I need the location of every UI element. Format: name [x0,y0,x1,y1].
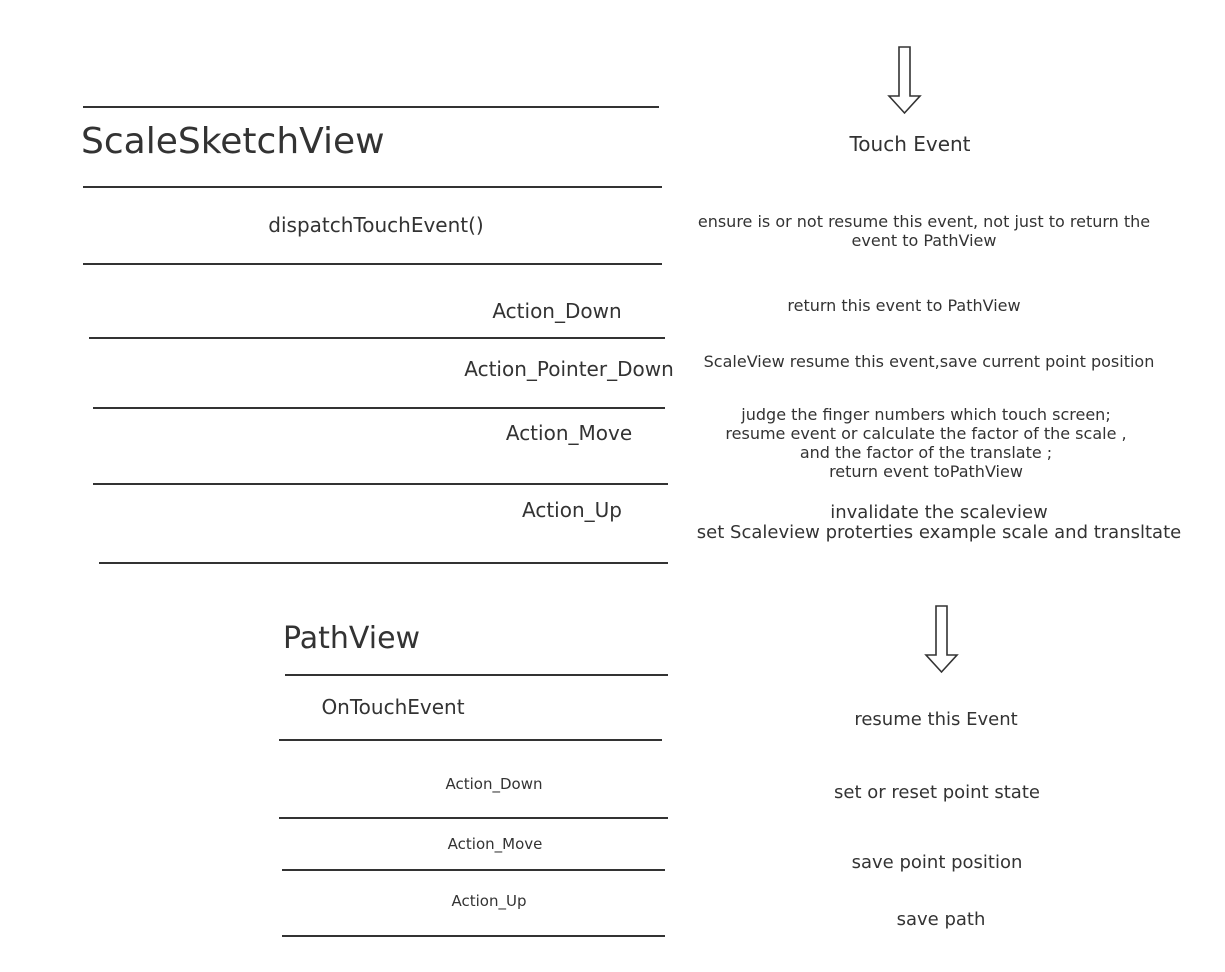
action-pointer-down-note: ScaleView resume this event,save current point position [703,352,1155,371]
divider-line [282,869,665,871]
divider-line [279,817,668,819]
divider-line [89,337,665,339]
divider-line [83,106,659,108]
ssv-action-down-label: Action_Down [492,299,622,323]
ssv-action-pointer-down-label: Action_Pointer_Down [464,357,674,381]
divider-line [93,407,665,409]
pv-action-down-note: set or reset point state [834,782,1040,803]
divider-line [279,739,662,741]
divider-line [83,186,662,188]
divider-line [285,674,668,676]
divider-line [282,935,665,937]
down-arrow-icon [925,605,959,675]
touch-event-label: Touch Event [849,132,971,156]
dispatch-note: ensure is or not resume this event, not just to return the event to PathView [697,212,1151,250]
down-arrow-icon [888,46,922,116]
action-up-note: invalidate the scaleview set Scaleview proterties example scale and transltate [696,502,1182,543]
divider-line [99,562,668,564]
action-move-note: judge the finger numbers which touch screen; resume event or calculate the factor of the scale , and the factor of the translate ; return event toPathView [725,405,1127,481]
action-down-note: return this event to PathView [787,296,1021,315]
dispatch-touch-event-label: dispatchTouchEvent() [268,213,484,237]
pv-action-move-note: save point position [851,852,1023,873]
path-view-title: PathView [283,621,421,656]
divider-line [93,483,668,485]
ssv-action-move-label: Action_Move [505,421,633,445]
pv-action-up-note: save path [896,909,986,930]
ssv-action-up-label: Action_Up [522,498,622,522]
pv-action-move-label: Action_Move [447,835,543,853]
on-touch-event-label: OnTouchEvent [321,695,465,719]
pv-action-down-label: Action_Down [445,775,543,793]
resume-event-note: resume this Event [854,709,1018,730]
divider-line [83,263,662,265]
pv-action-up-label: Action_Up [451,892,527,910]
scale-sketch-view-title: ScaleSketchView [81,121,385,162]
